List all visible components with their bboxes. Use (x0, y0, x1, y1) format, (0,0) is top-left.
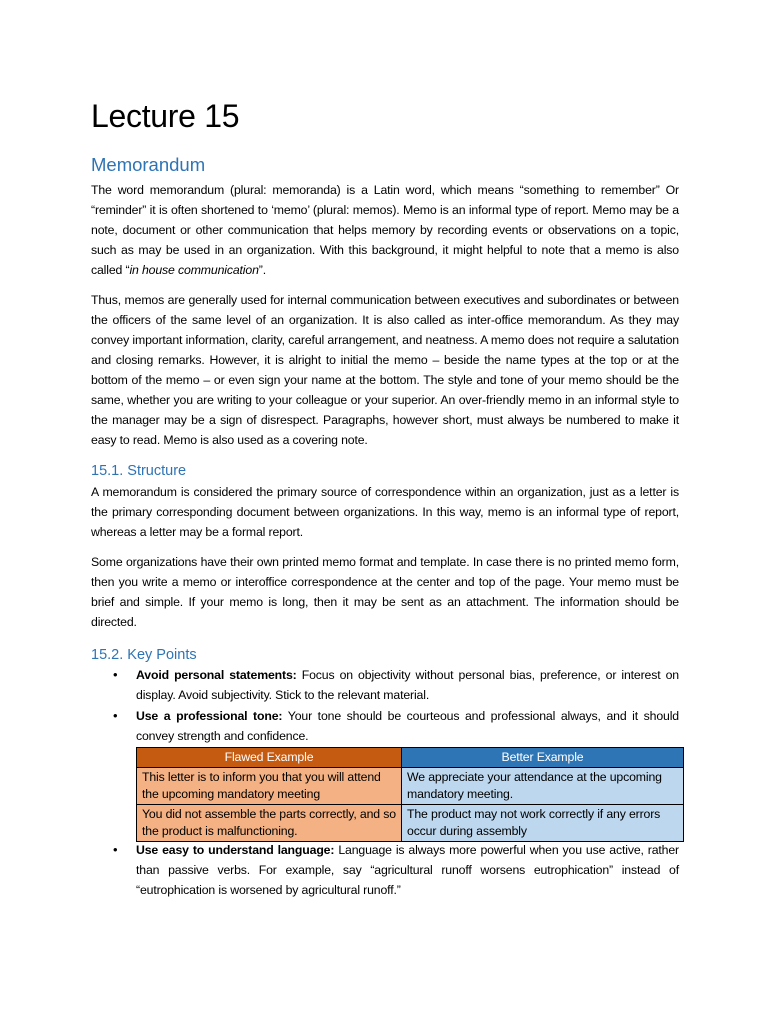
structure-paragraph-2: Some organizations have their own printed memo format and template. In case there is no printed memo form, then you write a memo or interoffice correspondence at the center and top of the page. Your memo must be brief and simple. If your memo is long, then it may be sent as an attachment. The information should be directed. (91, 555, 679, 629)
in-house-communication-term: in house communication (129, 263, 259, 277)
list-item-body: Language is always more powerful when you use active, rather than passive verbs. For example, say “agricultural runoff worsens eutrophication” instead of “eutrophication is worsened by agricultural runoff.” (136, 843, 679, 897)
examples-table (136, 747, 684, 842)
table-row (137, 805, 684, 842)
list-item-text (136, 665, 679, 705)
list-item-label: Avoid personal statements: (136, 668, 297, 682)
flawed-example-cell: You did not assemble the parts correctly, and so the product is malfunctioning. (137, 805, 402, 842)
key-points-heading: 15.2. Key Points (91, 647, 197, 663)
structure-heading: 15.1. Structure (91, 463, 187, 479)
flawed-example-header: Flawed Example (137, 748, 402, 768)
list-item-body: Your tone should be courteous and professional always, and it should convey strength and confidence. (136, 709, 679, 743)
bullet-icon: • (113, 842, 118, 857)
table-row (137, 768, 684, 805)
list-item-label: Use easy to understand language: (136, 843, 335, 857)
flawed-example-cell: This letter is to inform you that you will attend the upcoming mandatory meeting (137, 768, 402, 805)
better-example-cell: We appreciate your attendance at the upcoming mandatory meeting. (402, 768, 684, 805)
memorandum-heading: Memorandum (91, 154, 206, 175)
paragraph-text: The word memorandum (plural: memoranda) is a Latin word, which means “something to remember” Or “reminder” it is often shortened to ‘memo’ (plural: memos). Memo is an informal type of report. Memo may be a note, document or other communication that helps memory by recording events or observations on a topic, such as may be used in an organization. With this background, it might helpful to note that a memo is also called “ (91, 183, 679, 277)
paragraph-text-end: ”. (258, 263, 266, 277)
better-example-cell: The product may not work correctly if any errors occur during assembly (402, 805, 684, 842)
better-example-header: Better Example (402, 748, 684, 768)
memorandum-paragraph-2: Thus, memos are generally used for internal communication between executives and subordinates or between the officers of the same level of an organization. It is also called as inter-office memorandum. As they may convey important information, clarity, careful arrangement, and neatness. A memo does not require a salutation and closing remarks. However, it is alright to initial the memo – beside the name types at the top or at the bottom of the memo – or even sign your name at the bottom. The style and tone of your memo should be the same, whether you are writing to your colleague or your superior. An over-friendly memo in an informal style to the manager may be a sign of disrespect. Paragraphs, however short, must always be numbered to make it easy to read. Memo is also used as a covering note. (91, 293, 679, 447)
bullet-icon: • (113, 708, 118, 723)
lecture-title: Lecture 15 (91, 98, 240, 134)
bullet-icon: • (113, 667, 118, 682)
list-item-body: Focus on objectivity without personal bias, preference, or interest on display. Avoid subjectivity. Stick to the relevant material. (136, 668, 679, 702)
memorandum-paragraph-1 (91, 180, 679, 280)
list-item-text (136, 840, 679, 900)
list-item-label: Use a professional tone: (136, 709, 283, 723)
list-item-text (136, 706, 679, 746)
table-header-row (137, 748, 684, 768)
structure-paragraph-1: A memorandum is considered the primary source of correspondence within an organization, just as a letter is the primary corresponding document between organizations. In this way, memo is an informal type of report, whereas a letter may be a formal report. (91, 485, 679, 539)
